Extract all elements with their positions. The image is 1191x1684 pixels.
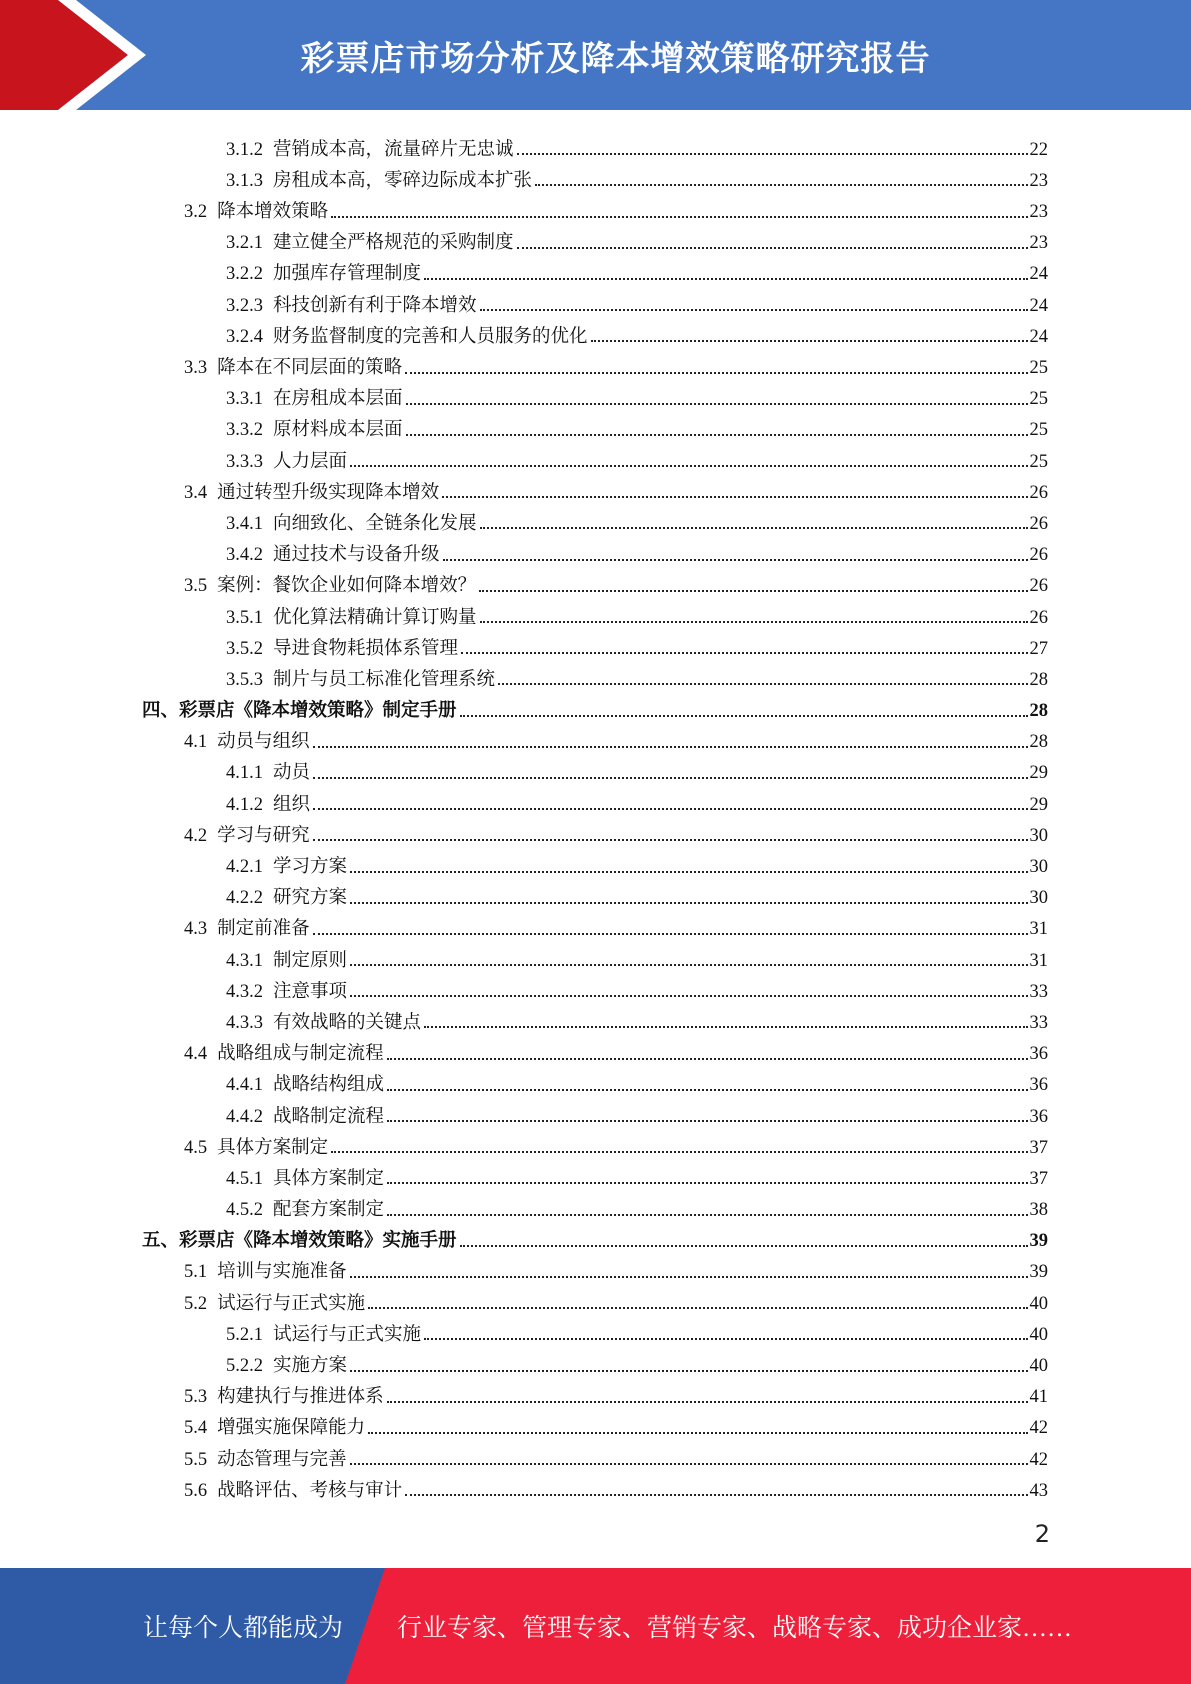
toc-entry-title: 具体方案制定 [273, 1168, 385, 1189]
toc-entry-page: 28 [1029, 701, 1048, 722]
toc-entry-page: 26 [1029, 545, 1048, 566]
toc-entry-page: 23 [1029, 170, 1048, 191]
toc-entry-number: 3.1.2 [226, 139, 263, 160]
toc-entry-number: 5.3 [184, 1387, 208, 1408]
toc-entry-number: 5.5 [184, 1449, 208, 1470]
toc-entry-title: 科技创新有利于降本增效 [273, 295, 477, 316]
toc-entry-page: 42 [1029, 1449, 1048, 1470]
toc-dot-leader [350, 964, 1027, 966]
toc-entry[interactable] [142, 565, 1048, 596]
toc-entry-number: 4.3.2 [226, 981, 263, 1002]
toc-dot-leader [405, 1494, 1027, 1496]
toc-entry-page: 43 [1029, 1480, 1048, 1501]
toc-dot-leader [591, 340, 1028, 342]
toc-entry-title: 动员 [273, 763, 311, 784]
toc-dot-leader [350, 995, 1027, 997]
toc-entry[interactable] [142, 190, 1048, 221]
toc-entry-page: 40 [1029, 1324, 1048, 1345]
toc-entry[interactable] [142, 752, 1048, 783]
toc-dot-leader [406, 434, 1028, 436]
toc-entry[interactable] [142, 533, 1048, 564]
toc-entry-number: 4.1.2 [226, 794, 263, 815]
toc-dot-leader [387, 1058, 1028, 1060]
toc-entry[interactable] [142, 721, 1048, 752]
toc-entry[interactable] [142, 783, 1048, 814]
toc-entry-number: 4.1 [184, 732, 208, 753]
toc-entry-title: 彩票店《降本增效策略》制定手册 [179, 701, 457, 722]
toc-entry[interactable] [142, 1344, 1048, 1375]
toc-entry-page: 25 [1029, 451, 1048, 472]
toc-entry-number: 4.2.2 [226, 888, 263, 909]
toc-entry[interactable] [142, 814, 1048, 845]
toc-entry-number: 4.2 [184, 825, 208, 846]
toc-entry[interactable] [142, 939, 1048, 970]
toc-entry[interactable] [142, 502, 1048, 533]
toc-entry-title: 彩票店《降本增效策略》实施手册 [179, 1231, 457, 1252]
toc-entry-number: 4.4 [184, 1044, 208, 1065]
toc-dot-leader [460, 715, 1028, 717]
toc-entry[interactable] [142, 1126, 1048, 1157]
toc-entry-number: 3.2.3 [226, 295, 263, 316]
toc-dot-leader [517, 153, 1028, 155]
toc-entry-page: 40 [1029, 1293, 1048, 1314]
toc-entry-page: 39 [1029, 1262, 1048, 1283]
header-title: 彩票店市场分析及降本增效策略研究报告 [300, 38, 931, 79]
toc-entry-number: 3.3.3 [226, 451, 263, 472]
toc-entry[interactable] [142, 1220, 1048, 1251]
toc-entry-title: 降本增效策略 [217, 202, 329, 223]
toc-entry-title: 人力层面 [273, 451, 348, 472]
toc-entry-title: 营销成本高，流量碎片无忠诚 [273, 139, 514, 160]
footer-slogan-left: 让每个人都能成为 [143, 1615, 344, 1642]
toc-dot-leader [350, 902, 1027, 904]
toc-entry-title: 财务监督制度的完善和人员服务的优化 [273, 326, 588, 347]
toc-entry[interactable] [142, 1095, 1048, 1126]
toc-entry-number: 4.1.1 [226, 763, 263, 784]
toc-entry-title: 学习方案 [273, 857, 348, 877]
toc-entry-title: 配套方案制定 [273, 1200, 385, 1221]
toc-entry-title: 通过转型升级实现降本增效 [217, 482, 440, 503]
toc-entry-title: 试运行与正式实施 [217, 1293, 366, 1314]
toc-entry[interactable] [142, 1313, 1048, 1344]
toc-entry[interactable] [142, 1157, 1048, 1188]
toc-dot-leader [498, 683, 1027, 685]
toc-entry-title: 战略结构组成 [273, 1075, 385, 1096]
toc-entry[interactable] [142, 128, 1048, 159]
toc-entry-title: 具体方案制定 [217, 1137, 329, 1158]
toc-dot-leader [313, 839, 1028, 841]
toc-entry-number: 4.4.1 [226, 1075, 263, 1096]
toc-entry-number: 4.3.3 [226, 1012, 263, 1033]
toc-dot-leader [443, 559, 1028, 561]
toc-entry-number: 3.4 [184, 482, 208, 503]
toc-entry-number: 3.2 [184, 202, 208, 223]
toc-entry[interactable] [142, 1438, 1048, 1469]
toc-entry-number: 3.3.1 [226, 389, 263, 410]
toc-entry-title: 研究方案 [273, 888, 348, 909]
toc-entry-page: 40 [1029, 1356, 1048, 1376]
toc-dot-leader [479, 590, 1027, 592]
toc-entry-number: 5.4 [184, 1418, 208, 1439]
toc-entry-number: 四、 [142, 701, 180, 722]
page-footer [0, 1568, 1191, 1684]
toc-entry-title: 导进食物耗损体系管理 [273, 638, 459, 659]
toc-entry[interactable] [142, 315, 1048, 346]
toc-entry-title: 战略制定流程 [273, 1106, 385, 1127]
toc-entry-number: 3.2.1 [226, 233, 263, 254]
toc-entry-page: 24 [1029, 326, 1048, 347]
toc-entry-number: 五、 [142, 1231, 180, 1252]
toc-entry-number: 4.2.1 [226, 857, 263, 877]
toc-entry-number: 4.3 [184, 919, 208, 940]
toc-entry-page: 29 [1029, 794, 1048, 815]
toc-entry-page: 36 [1029, 1044, 1048, 1065]
toc-dot-leader [480, 309, 1028, 311]
toc-entry-number: 4.5 [184, 1137, 208, 1158]
toc-entry-title: 组织 [273, 794, 311, 815]
page-number: 2 [1034, 1520, 1050, 1548]
toc-entry-number: 5.2.2 [226, 1356, 263, 1376]
toc-entry-title: 动态管理与完善 [217, 1449, 347, 1470]
toc-entry-title: 原材料成本层面 [273, 420, 403, 441]
toc-entry-title: 战略组成与制定流程 [217, 1044, 384, 1065]
toc-dot-leader [313, 933, 1028, 935]
toc-dot-leader [350, 1276, 1028, 1278]
toc-entry[interactable] [142, 159, 1048, 190]
toc-entry-title: 优化算法精确计算订购量 [273, 607, 477, 628]
toc-entry-title: 在房租成本层面 [273, 389, 403, 410]
toc-dot-leader [331, 216, 1027, 218]
toc-entry-page: 24 [1029, 264, 1048, 285]
toc-entry[interactable] [142, 1376, 1048, 1407]
toc-entry[interactable] [142, 1251, 1048, 1282]
toc-entry-page: 28 [1029, 732, 1048, 753]
toc-entry[interactable] [142, 440, 1048, 471]
toc-entry-page: 24 [1029, 295, 1048, 316]
toc-entry[interactable] [142, 658, 1048, 689]
toc-entry-page: 33 [1029, 1012, 1048, 1033]
toc-entry-title: 加强库存管理制度 [273, 264, 422, 285]
toc-entry-title: 构建执行与推进体系 [217, 1387, 384, 1408]
toc-entry-page: 22 [1029, 139, 1048, 160]
toc-entry-number: 3.4.1 [226, 513, 263, 534]
toc-entry-page: 39 [1029, 1231, 1048, 1252]
toc-entry-title: 试运行与正式实施 [273, 1324, 422, 1345]
toc-entry-title: 有效战略的关键点 [273, 1012, 422, 1033]
toc-entry-page: 26 [1029, 482, 1048, 503]
toc-entry-number: 3.1.3 [226, 170, 263, 191]
toc-entry-number: 4.5.1 [226, 1168, 263, 1189]
toc-entry-number: 3.3.2 [226, 420, 263, 441]
toc-entry-page: 38 [1029, 1200, 1048, 1221]
toc-entry-number: 3.5.2 [226, 638, 263, 659]
toc-entry[interactable] [142, 1032, 1048, 1063]
toc-entry-page: 23 [1029, 233, 1048, 254]
toc-entry-page: 25 [1029, 358, 1048, 378]
toc-entry-page: 30 [1029, 857, 1048, 877]
toc-entry-title: 降本在不同层面的策略 [217, 358, 403, 378]
toc-dot-leader [350, 1463, 1028, 1465]
toc-entry[interactable] [142, 908, 1048, 939]
toc-dot-leader [405, 372, 1027, 374]
toc-entry-number: 5.2 [184, 1293, 208, 1314]
toc-entry-title: 动员与组织 [217, 732, 310, 753]
toc-dot-leader [387, 1401, 1028, 1403]
toc-entry-page: 37 [1029, 1137, 1048, 1158]
toc-dot-leader [424, 1026, 1027, 1028]
toc-entry[interactable] [142, 346, 1048, 377]
toc-dot-leader [387, 1182, 1027, 1184]
toc-entry-title: 案例：餐饮企业如何降本增效？ [217, 576, 477, 597]
toc-entry-number: 3.2.4 [226, 326, 263, 347]
toc-entry-number: 3.4.2 [226, 545, 263, 566]
toc-entry-page: 27 [1029, 638, 1048, 659]
toc-dot-leader [535, 184, 1027, 186]
toc-dot-leader [350, 871, 1027, 873]
toc-entry[interactable] [142, 222, 1048, 253]
toc-dot-leader [461, 652, 1027, 654]
toc-entry-title: 向细致化、全链条化发展 [273, 513, 477, 534]
toc-entry-page: 30 [1029, 825, 1048, 846]
toc-dot-leader [517, 247, 1028, 249]
toc-dot-leader [424, 1338, 1027, 1340]
toc-entry-title: 制定前准备 [217, 919, 310, 940]
toc-entry[interactable] [142, 378, 1048, 409]
toc-entry-title: 房租成本高，零碎边际成本扩张 [273, 170, 533, 191]
footer-slogan-right: 行业专家、管理专家、营销专家、战略专家、成功企业家…… [397, 1615, 1073, 1642]
toc-dot-leader [480, 527, 1028, 529]
toc-entry[interactable] [142, 253, 1048, 284]
toc-dot-leader [368, 1432, 1027, 1434]
toc-entry-title: 学习与研究 [217, 825, 310, 846]
toc-entry[interactable] [142, 1407, 1048, 1438]
toc-entry[interactable] [142, 1188, 1048, 1219]
toc-entry-number: 4.4.2 [226, 1106, 263, 1127]
toc-entry-page: 29 [1029, 763, 1048, 784]
toc-entry-number: 3.5 [184, 576, 208, 597]
toc-entry-title: 制定原则 [273, 950, 348, 971]
toc-dot-leader [406, 403, 1028, 405]
toc-entry-title: 制片与员工标准化管理系统 [273, 669, 496, 690]
toc-dot-leader [424, 278, 1027, 280]
toc-entry[interactable] [142, 970, 1048, 1001]
toc-entry-title: 建立健全严格规范的采购制度 [273, 233, 514, 254]
toc-entry[interactable] [142, 689, 1048, 720]
toc-entry-page: 23 [1029, 202, 1048, 223]
toc-entry-page: 42 [1029, 1418, 1048, 1439]
toc-entry[interactable] [142, 1282, 1048, 1313]
toc-entry[interactable] [142, 471, 1048, 502]
toc-entry-number: 5.2.1 [226, 1324, 263, 1345]
toc-entry-title: 增强实施保障能力 [217, 1418, 366, 1439]
toc-dot-leader [460, 1245, 1028, 1247]
toc-entry-number: 5.6 [184, 1480, 208, 1501]
toc-entry[interactable] [142, 1469, 1048, 1500]
toc-entry[interactable] [142, 596, 1048, 627]
toc-entry-number: 4.3.1 [226, 950, 263, 971]
toc-entry-title: 注意事项 [273, 981, 348, 1002]
toc-dot-leader [368, 1307, 1027, 1309]
toc-dot-leader [350, 1370, 1027, 1372]
toc-entry-page: 31 [1029, 919, 1048, 940]
toc-dot-leader [350, 465, 1027, 467]
toc-entry-number: 3.3 [184, 358, 208, 378]
toc-entry[interactable] [142, 877, 1048, 908]
toc-entry[interactable] [142, 409, 1048, 440]
toc-entry-title: 培训与实施准备 [217, 1262, 347, 1283]
toc-entry-page: 26 [1029, 576, 1048, 597]
page-header [0, 0, 1191, 110]
toc-entry[interactable] [142, 845, 1048, 876]
toc-dot-leader [331, 1151, 1027, 1153]
toc-dot-leader [313, 808, 1027, 810]
toc-entry[interactable] [142, 1001, 1048, 1032]
toc-dot-leader [313, 777, 1027, 779]
toc-dot-leader [313, 746, 1028, 748]
toc-entry-page: 25 [1029, 389, 1048, 410]
toc-entry-page: 28 [1029, 669, 1048, 690]
toc-entry-number: 3.2.2 [226, 264, 263, 285]
toc-dot-leader [480, 621, 1028, 623]
toc-dot-leader [387, 1089, 1027, 1091]
toc-entry-page: 25 [1029, 420, 1048, 441]
toc-entry-number: 4.5.2 [226, 1200, 263, 1221]
toc-entry-page: 36 [1029, 1075, 1048, 1096]
toc-entry-page: 31 [1029, 950, 1048, 971]
toc-dot-leader [387, 1214, 1027, 1216]
toc-entry-page: 36 [1029, 1106, 1048, 1127]
toc-entry-page: 26 [1029, 607, 1048, 628]
toc-dot-leader [442, 496, 1027, 498]
toc-entry[interactable] [142, 1064, 1048, 1095]
toc-entry-page: 41 [1029, 1387, 1048, 1408]
toc-entry-title: 通过技术与设备升级 [273, 545, 440, 566]
toc-entry-title: 实施方案 [273, 1356, 348, 1376]
toc-entry-page: 37 [1029, 1168, 1048, 1189]
toc-entry-number: 3.5.3 [226, 669, 263, 690]
toc-entry-page: 33 [1029, 981, 1048, 1002]
toc-dot-leader [387, 1120, 1027, 1122]
toc-entry-number: 5.1 [184, 1262, 208, 1283]
toc-entry-page: 26 [1029, 513, 1048, 534]
toc-entry-page: 30 [1029, 888, 1048, 909]
table-of-contents [142, 128, 1048, 1500]
toc-entry-number: 3.5.1 [226, 607, 263, 628]
toc-entry-title: 战略评估、考核与审计 [217, 1480, 403, 1501]
toc-entry[interactable] [142, 284, 1048, 315]
toc-entry[interactable] [142, 627, 1048, 658]
